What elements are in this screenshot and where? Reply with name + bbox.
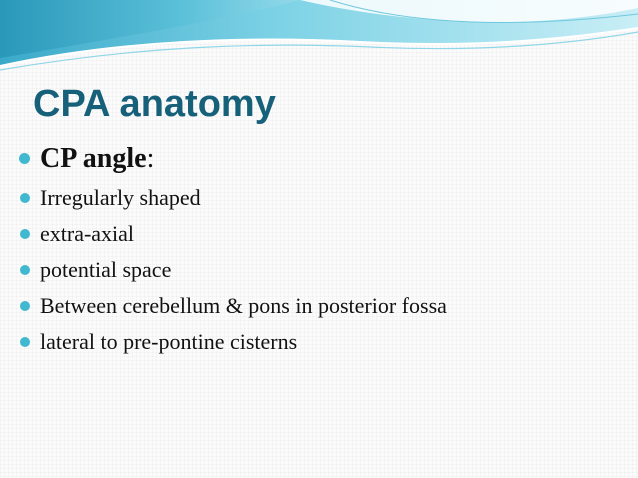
bullet-dot-icon: [20, 229, 30, 239]
bullet-text: Irregularly shaped: [40, 185, 201, 210]
bullet-item: [18, 216, 447, 252]
bullet-dot-icon: [20, 265, 30, 275]
bullet-item: [18, 252, 447, 288]
bullet-item: [18, 288, 447, 324]
bullet-dot-icon: [20, 301, 30, 311]
bullet-dot-icon: [20, 337, 30, 347]
slide-title: CPA anatomy: [33, 83, 276, 125]
bullet-list: [18, 140, 447, 360]
lead-bullet: [18, 140, 447, 178]
bullet-text: Between cerebellum & pons in posterior fossa: [40, 293, 447, 318]
lead-bullet-term: CP angle: [40, 143, 147, 174]
bullet-item: [18, 180, 447, 216]
lead-bullet-suffix: :: [146, 143, 155, 174]
bullet-item: [18, 324, 447, 360]
bullet-text: extra-axial: [40, 221, 135, 246]
bullet-dot-icon: [19, 153, 30, 164]
bullet-dot-icon: [20, 193, 30, 203]
header-wave-decoration: [0, 0, 638, 80]
bullet-text: lateral to pre-pontine cisterns: [40, 329, 298, 354]
bullet-text: potential space: [40, 257, 172, 282]
